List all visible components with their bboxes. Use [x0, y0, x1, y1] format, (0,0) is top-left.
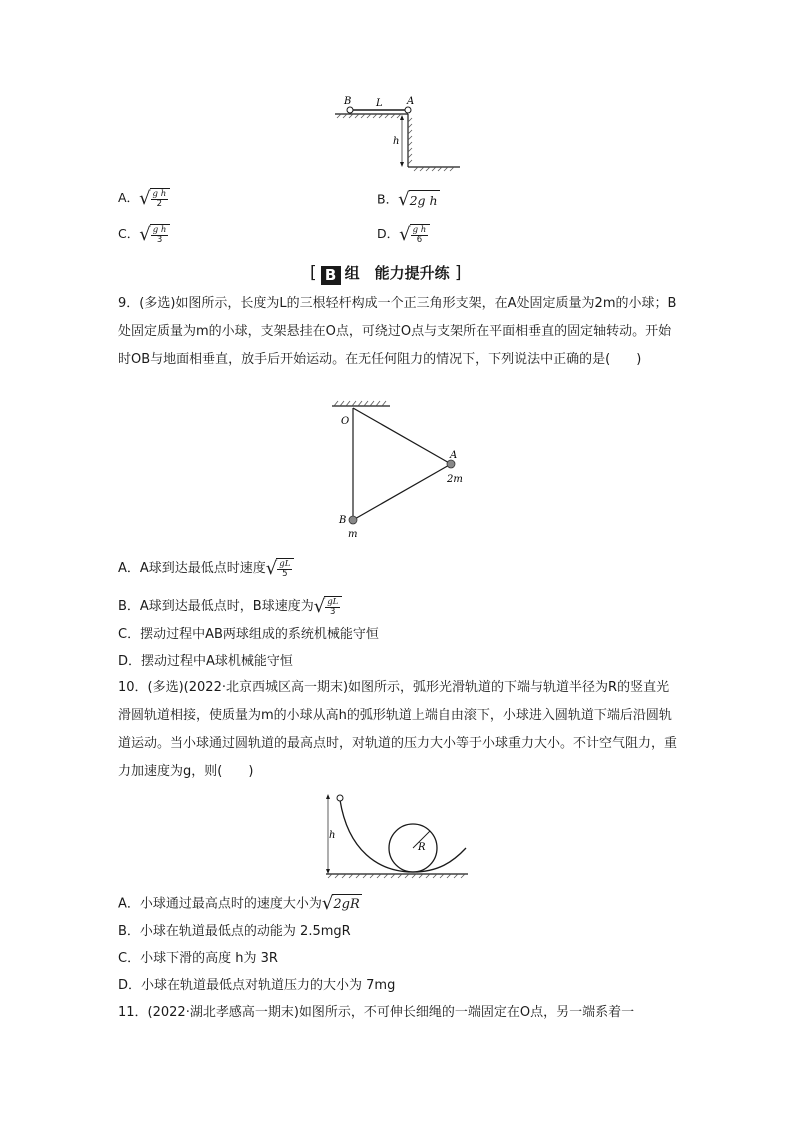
section-heading: [ B 组 能力提升练 ]	[310, 263, 462, 284]
q10-figure	[318, 790, 473, 882]
section-letter-box: B	[321, 266, 341, 285]
q8-option-d: D．√ $\frac{\text{g h}}{6}$	[377, 224, 430, 245]
q8-option-a: A．√ $\frac{\text{g h}}{2}$	[118, 188, 170, 209]
q9-option-b: B．A球到达最低点时，B球速度为√ $\frac{gL}{3}$	[118, 596, 342, 617]
q11-stem: 11．(2022·湖北孝感高一期末)如图所示，不可伸长细绳的一端固定在O点，另一端系着一	[118, 1005, 635, 1020]
q8-label-b: B	[344, 96, 352, 107]
q10-option-d: D．小球在轨道最低点对轨道压力的大小为 7mg	[118, 978, 396, 993]
q9-option-a: A．A球到达最低点时速度√ $\frac{gL}{5}$	[118, 558, 294, 579]
q10-option-a: A．小球通过最高点时的速度大小为√2gR	[118, 893, 360, 914]
q8-label-a: A	[407, 96, 415, 107]
q8-figure	[330, 92, 465, 172]
q10-stem: 10．(多选)(2022·北京西城区高一期末)如图所示，弧形光滑轨道的下端与轨道半径为R的竖直光滑圆轨道相接，使质量为m的小球从高h的弧形轨道上端自由滚下，小球进入圆轨道下端后沿圆轨道运动。当小球通过圆轨道的最高点时，对轨道的压力大小等于小球重力大小。不计空气阻力，重力加速度为g，则( )	[118, 680, 678, 779]
q8-label-h: h	[393, 136, 400, 147]
q10-option-c: C．小球下滑的高度 h为 3R	[118, 951, 278, 966]
q9-figure	[330, 400, 470, 540]
q9-label-b: B	[339, 515, 347, 526]
q9-option-c: C．摆动过程中AB两球组成的系统机械能守恒	[118, 627, 379, 642]
q8-option-b: B．√2g h	[377, 189, 438, 210]
q9-option-d: D．摆动过程中A球机械能守恒	[118, 654, 293, 669]
q10-label-h: h	[329, 830, 336, 841]
q9-label-a: A	[450, 450, 458, 461]
q9-label-o: O	[341, 416, 350, 427]
q9-label-a-mass: 2m	[447, 474, 463, 485]
q9-stem: 9．(多选)如图所示，长度为L的三根轻杆构成一个正三角形支架，在A处固定质量为2m的小球；B处固定质量为m的小球，支架悬挂在O点，可绕过O点与支架所在平面相垂直的固定轴转动。开始时OB与地面相垂直，放手后开始运动。在无任何阻力的情况下，下列说法中正确的是( )	[118, 296, 677, 367]
q8-option-c: C．√ $\frac{\text{g h}}{3}$	[118, 224, 170, 245]
q10-label-r: R	[418, 842, 426, 853]
q9-label-b-mass: m	[348, 529, 358, 540]
q10-option-b: B．小球在轨道最低点的动能为 2.5mgR	[118, 924, 351, 939]
q8-label-l: L	[376, 98, 383, 109]
